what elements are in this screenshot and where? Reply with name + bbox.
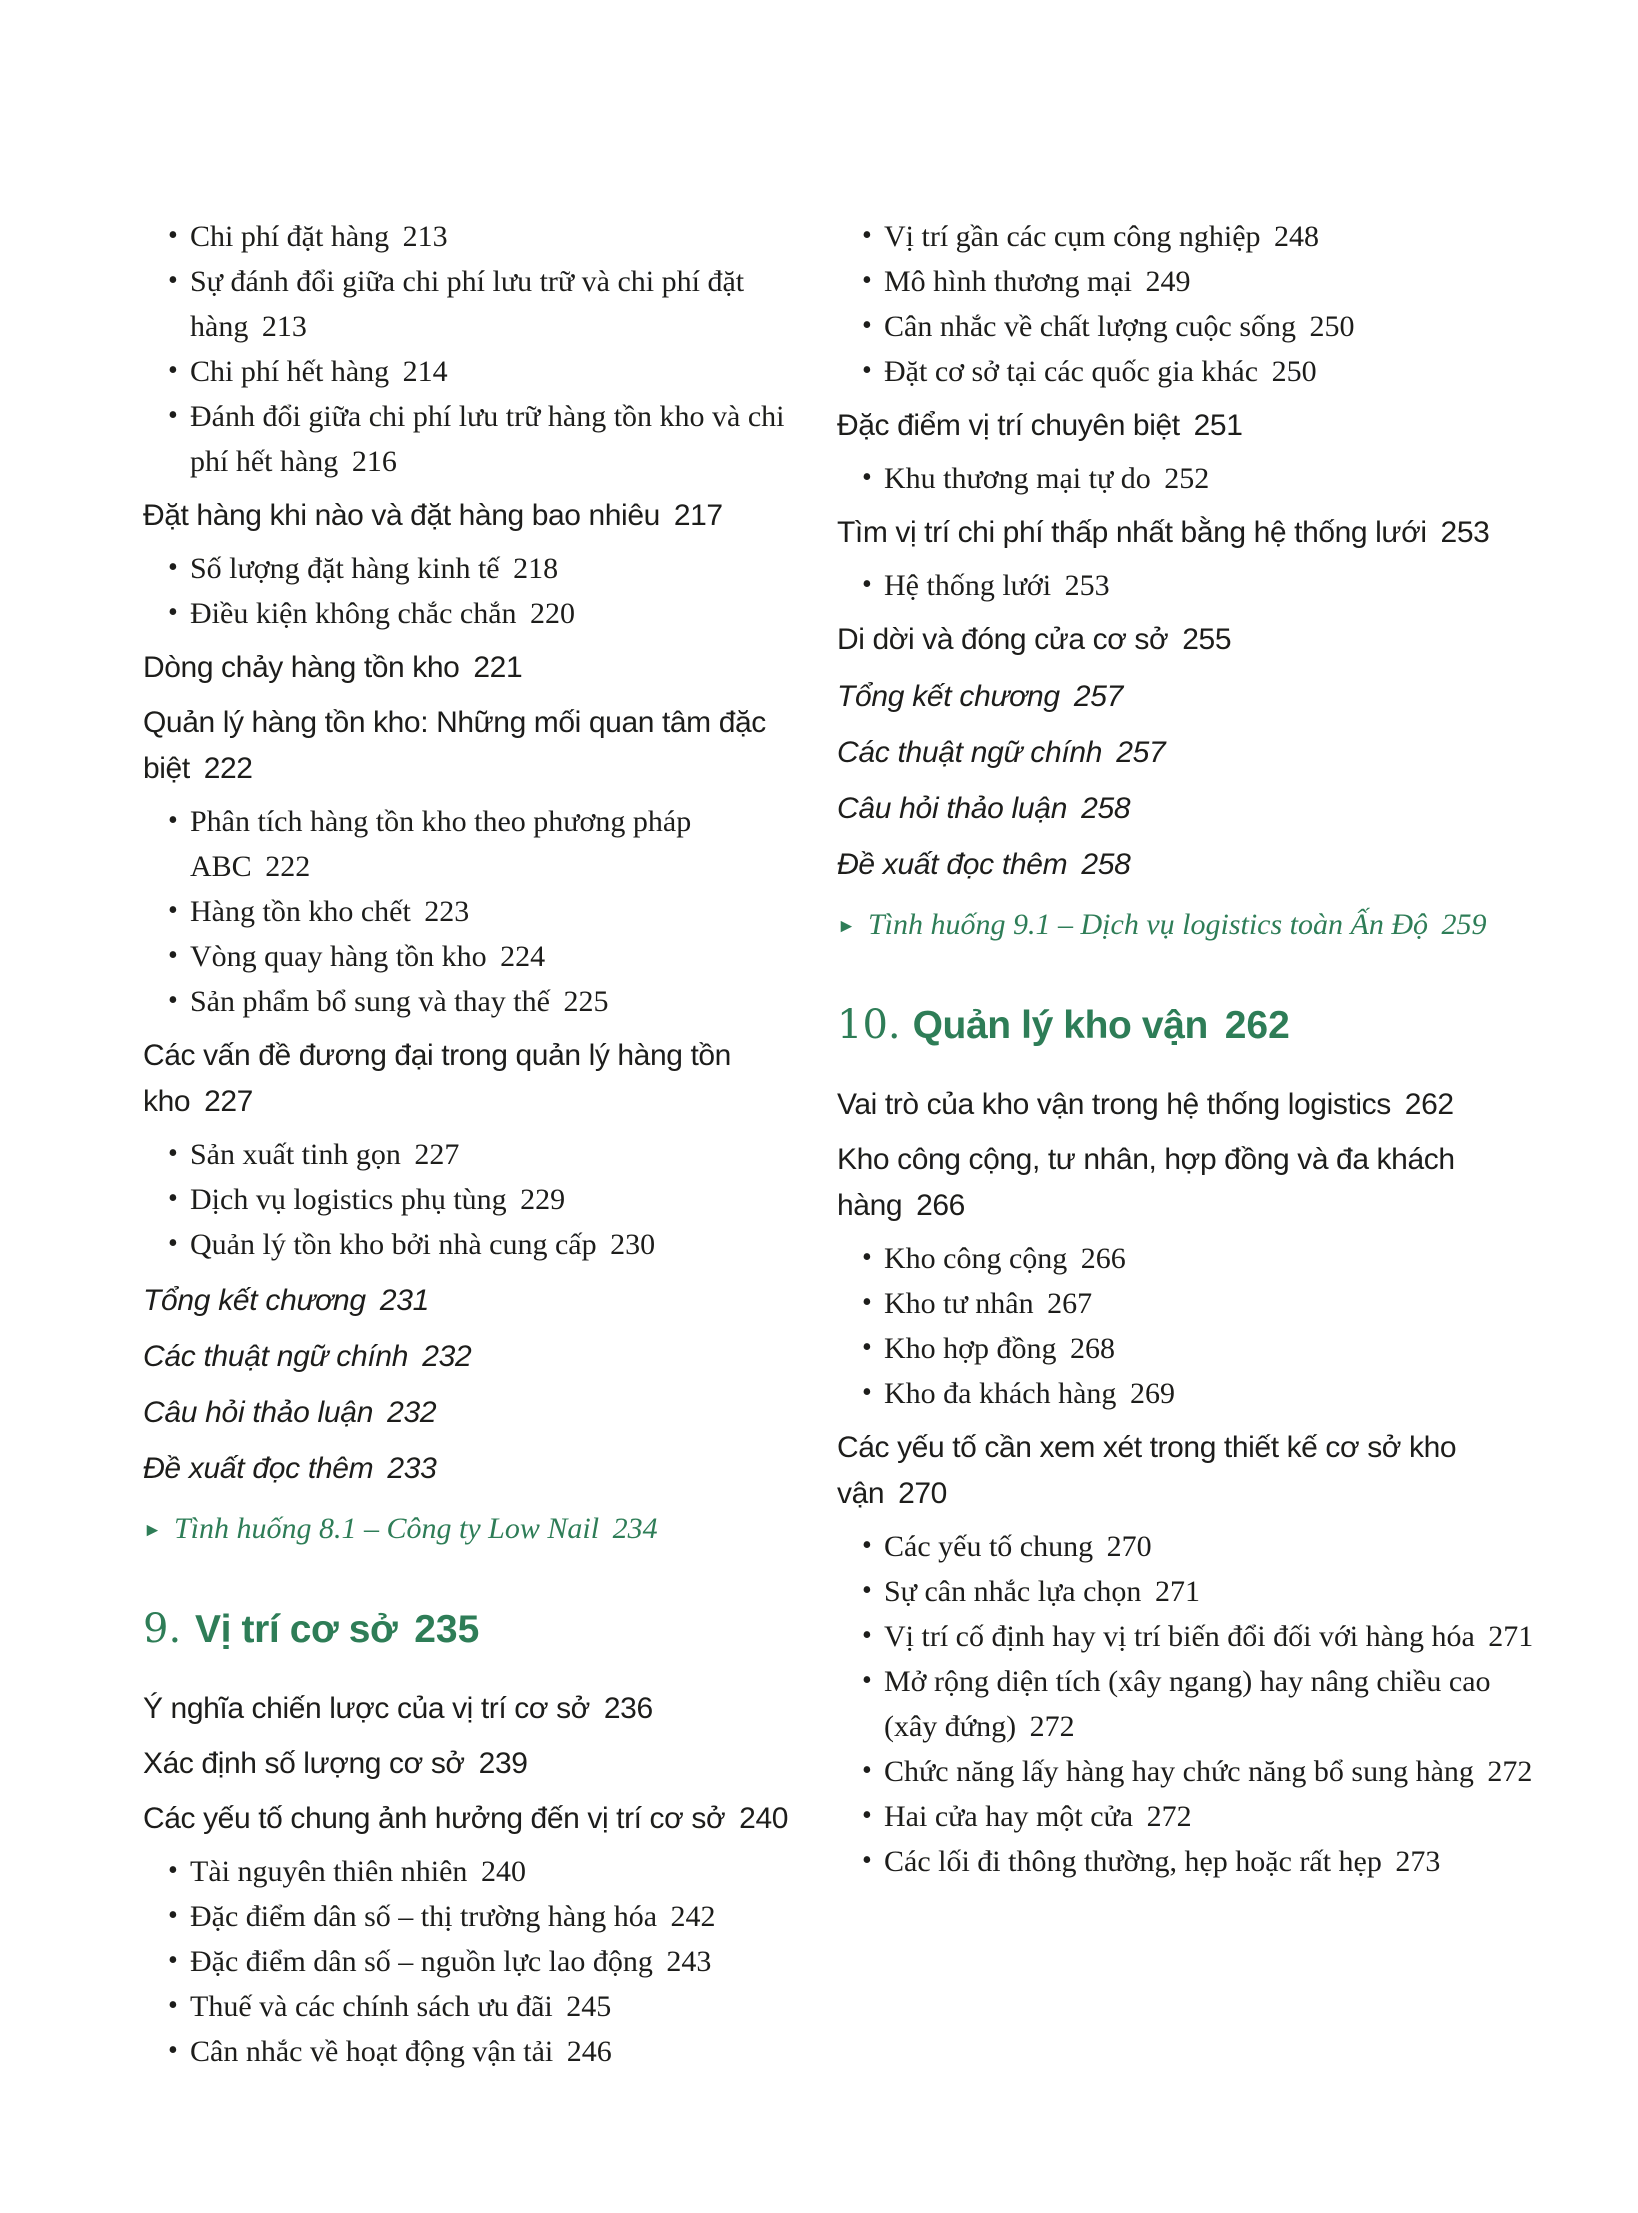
bullet-icon: • [862, 1242, 872, 1273]
toc-entry-page-number: 272 [1022, 1710, 1075, 1743]
toc-entry-page-number: 230 [602, 1228, 656, 1261]
chapter-page-number: 235 [403, 1608, 480, 1651]
toc-entry [143, 1033, 815, 1125]
toc-entry-page-number: 272 [1139, 1800, 1192, 1833]
toc-entry [837, 349, 1537, 394]
toc-entry [143, 349, 815, 394]
toc-entry [837, 1281, 1537, 1326]
toc-entry-text: Di dời và đóng cửa cơ sở [837, 623, 1169, 656]
toc-entry [143, 1278, 815, 1323]
case-study-arrow-icon: ► [837, 916, 856, 937]
bullet-icon: • [168, 1990, 178, 2021]
toc-entry-text: Số lượng đặt hàng kinh tế [190, 552, 500, 585]
bullet-icon: • [168, 985, 178, 1016]
toc-entry [143, 214, 815, 259]
toc-entry [143, 394, 815, 484]
toc-entry-text: Dịch vụ logistics phụ tùng [190, 1183, 507, 1216]
toc-entry [143, 1849, 815, 1894]
toc-entry-text: Các yếu tố chung ảnh hưởng đến vị trí cơ sở [143, 1802, 726, 1835]
toc-entry-page-number: 233 [379, 1452, 437, 1485]
toc-entry-page-number: 272 [1479, 1755, 1533, 1788]
toc-entry-page-number: 224 [492, 940, 546, 973]
toc-entry [837, 786, 1537, 831]
toc-entry [143, 1390, 815, 1435]
bullet-icon: • [862, 310, 872, 341]
toc-entry-text: Hệ thống lưới [884, 569, 1052, 602]
toc-entry [837, 1326, 1537, 1371]
toc-entry-text: Câu hỏi thảo luận [143, 1396, 374, 1429]
toc-entry-page-number: 221 [465, 651, 523, 684]
toc-entry-page-number: 259 [1433, 908, 1487, 941]
toc-entry [143, 1222, 815, 1267]
toc-entry [837, 617, 1537, 663]
chapter-heading [143, 1605, 815, 1654]
toc-entry [837, 563, 1537, 608]
toc-entry-page-number: 234 [605, 1512, 658, 1545]
toc-entry-page-number: 253 [1057, 569, 1110, 602]
bullet-icon: • [168, 2035, 178, 2066]
bullet-icon: • [168, 940, 178, 971]
toc-entry-page-number: 223 [416, 895, 470, 928]
toc-entry-page-number: 268 [1062, 1332, 1116, 1365]
toc-entry-page-number: 213 [395, 220, 448, 253]
bullet-icon: • [862, 1287, 872, 1318]
toc-entry [837, 456, 1537, 501]
toc-entry [837, 1082, 1537, 1128]
toc-entry-page-number: 252 [1156, 462, 1210, 495]
toc-entry-page-number: 239 [470, 1747, 528, 1780]
bullet-icon: • [862, 1620, 872, 1651]
toc-entry [837, 214, 1537, 259]
toc-entry [837, 1524, 1537, 1569]
toc-entry-page-number: 253 [1432, 516, 1490, 549]
toc-entry-page-number: 229 [512, 1183, 566, 1216]
toc-entry-page-number: 249 [1137, 265, 1191, 298]
toc-entry-text: Sự đánh đổi giữa chi phí lưu trữ và chi phí đặt hàng [190, 265, 745, 343]
toc-entry-text: Khu thương mại tự do [884, 462, 1151, 495]
toc-entry-text: Các thuật ngữ chính [837, 736, 1103, 769]
bullet-icon: • [168, 597, 178, 628]
toc-entry [143, 1507, 815, 1551]
toc-entry-text: Xác định số lượng cơ sở [143, 1747, 465, 1780]
toc-entry-text: Vai trò của kho vận trong hệ thống logistics [837, 1088, 1391, 1121]
toc-column-right [837, 214, 1537, 1884]
toc-entry-page-number: 267 [1039, 1287, 1093, 1320]
toc-entry [143, 259, 815, 349]
toc-entry-text: Cân nhắc về hoạt động vận tải [190, 2035, 554, 2068]
toc-entry-text: Cân nhắc về chất lượng cuộc sống [884, 310, 1297, 343]
bullet-icon: • [862, 569, 872, 600]
toc-entry-text: Các vấn đề đương đại trong quản lý hàng tồn kho [143, 1039, 731, 1118]
toc-entry-text: Chi phí đặt hàng [190, 220, 390, 253]
toc-entry-text: Đánh đổi giữa chi phí lưu trữ hàng tồn kho và chi phí hết hàng [190, 400, 785, 478]
bullet-icon: • [862, 1800, 872, 1831]
toc-entry-text: Tổng kết chương [837, 680, 1060, 713]
toc-entry-text: Đề xuất đọc thêm [837, 848, 1068, 881]
toc-entry [143, 799, 815, 889]
toc-entry [837, 259, 1537, 304]
toc-entry [143, 1741, 815, 1787]
toc-entry [837, 1371, 1537, 1416]
toc-entry-text: Đặc điểm dân số – thị trường hàng hóa [190, 1900, 658, 1933]
toc-entry-page-number: 246 [559, 2035, 612, 2068]
toc-entry-text: Các yếu tố cần xem xét trong thiết kế cơ sở kho vận [837, 1431, 1457, 1510]
toc-entry-text: Phân tích hàng tồn kho theo phương pháp ABC [190, 805, 692, 883]
toc-entry [837, 403, 1537, 449]
toc-entry-page-number: 232 [379, 1396, 437, 1429]
toc-entry-page-number: 227 [196, 1085, 253, 1118]
toc-column-left [143, 214, 815, 2074]
toc-entry-page-number: 266 [1073, 1242, 1126, 1275]
toc-entry [143, 979, 815, 1024]
toc-entry-text: Kho công cộng [884, 1242, 1068, 1275]
toc-entry-text: Sản phẩm bổ sung và thay thế [190, 985, 550, 1018]
toc-entry [143, 934, 815, 979]
toc-entry-text: Tình huống 9.1 – Dịch vụ logistics toàn Ấn Độ [868, 908, 1428, 941]
bullet-icon: • [862, 265, 872, 296]
toc-entry-page-number: 240 [473, 1855, 526, 1888]
toc-entry-text: Vị trí cố định hay vị trí biến đổi đối với hàng hóa [884, 1620, 1475, 1653]
toc-entry-text: Chi phí hết hàng [190, 355, 390, 388]
bullet-icon: • [168, 552, 178, 583]
toc-entry-page-number: 227 [406, 1138, 460, 1171]
bullet-icon: • [168, 1183, 178, 1214]
toc-entry-page-number: 270 [1099, 1530, 1152, 1563]
toc-entry-text: Hàng tồn kho chết [190, 895, 411, 928]
toc-entry-page-number: 242 [663, 1900, 716, 1933]
chapter-title: Vị trí cơ sở [195, 1608, 398, 1651]
toc-entry-page-number: 271 [1480, 1620, 1534, 1653]
toc-entry [837, 1659, 1537, 1749]
toc-entry-page-number: 236 [595, 1692, 653, 1725]
toc-entry-text: Kho tư nhân [884, 1287, 1034, 1320]
bullet-icon: • [168, 265, 178, 296]
toc-entry [837, 1614, 1537, 1659]
chapter-title: Quản lý kho vận [912, 1004, 1208, 1047]
toc-entry-text: Tài nguyên thiên nhiên [190, 1855, 468, 1888]
bullet-icon: • [168, 1855, 178, 1886]
bullet-icon: • [168, 220, 178, 251]
toc-entry-page-number: 251 [1185, 409, 1243, 442]
toc-entry [143, 700, 815, 792]
toc-entry [837, 1749, 1537, 1794]
toc-entry [143, 1984, 815, 2029]
toc-entry [837, 1425, 1537, 1517]
toc-entry-page-number: 218 [505, 552, 559, 585]
toc-entry [143, 1939, 815, 1984]
toc-entry-page-number: 255 [1174, 623, 1232, 656]
toc-entry-page-number: 217 [665, 499, 723, 532]
toc-entry-text: Sự cân nhắc lựa chọn [884, 1575, 1142, 1608]
toc-entry [143, 1334, 815, 1379]
toc-entry-page-number: 222 [195, 752, 253, 785]
toc-entry-page-number: 213 [254, 310, 307, 343]
bullet-icon: • [168, 355, 178, 386]
bullet-icon: • [862, 220, 872, 251]
toc-entry-text: Đặt hàng khi nào và đặt hàng bao nhiêu [143, 499, 660, 532]
toc-entry-text: Tìm vị trí chi phí thấp nhất bằng hệ thống lưới [837, 516, 1427, 549]
toc-entry-page-number: 245 [558, 1990, 612, 2023]
bullet-icon: • [862, 1845, 872, 1876]
toc-entry-page-number: 216 [344, 445, 397, 478]
toc-entry-text: Thuế và các chính sách ưu đãi [190, 1990, 553, 2023]
toc-entry [143, 591, 815, 636]
toc-entry-text: Mở rộng diện tích (xây ngang) hay nâng chiều cao (xây đứng) [884, 1665, 1491, 1743]
bullet-icon: • [862, 1665, 872, 1696]
toc-entry-text: Tổng kết chương [143, 1284, 366, 1317]
toc-entry [143, 1686, 815, 1732]
toc-entry-page-number: 243 [658, 1945, 712, 1978]
toc-entry [837, 730, 1537, 775]
toc-entry [143, 889, 815, 934]
toc-entry-page-number: 257 [1108, 736, 1166, 769]
bullet-icon: • [862, 1530, 872, 1561]
toc-entry-page-number: 257 [1065, 680, 1123, 713]
chapter-heading [837, 1001, 1537, 1050]
toc-entry [837, 842, 1537, 887]
toc-entry-page-number: 222 [257, 850, 311, 883]
chapter-number: 10. [837, 1002, 901, 1048]
toc-entry-page-number: 273 [1387, 1845, 1441, 1878]
toc-entry [143, 645, 815, 691]
bullet-icon: • [168, 1945, 178, 1976]
toc-entry-text: Quản lý hàng tồn kho: Những mối quan tâm đặc biệt [143, 706, 766, 785]
toc-entry [143, 1132, 815, 1177]
bullet-icon: • [168, 895, 178, 926]
bullet-icon: • [862, 355, 872, 386]
toc-entry [837, 903, 1537, 947]
toc-entry-text: Mô hình thương mại [884, 265, 1132, 298]
bullet-icon: • [168, 400, 178, 431]
case-study-arrow-icon: ► [143, 1520, 162, 1541]
toc-entry [143, 493, 815, 539]
toc-entry-page-number: 262 [1396, 1088, 1454, 1121]
toc-entry-text: Các yếu tố chung [884, 1530, 1094, 1563]
bullet-icon: • [168, 1900, 178, 1931]
toc-entry [143, 546, 815, 591]
toc-entry-page-number: 250 [1264, 355, 1317, 388]
toc-entry-text: Tình huống 8.1 – Công ty Low Nail [174, 1512, 600, 1545]
toc-entry-text: Các lối đi thông thường, hẹp hoặc rất hẹp [884, 1845, 1382, 1878]
bullet-icon: • [862, 1377, 872, 1408]
toc-entry-text: Câu hỏi thảo luận [837, 792, 1068, 825]
chapter-number: 9. [143, 1606, 182, 1652]
toc-entry-page-number: 266 [908, 1189, 965, 1222]
toc-entry [837, 1794, 1537, 1839]
toc-entry [143, 1796, 815, 1842]
toc-entry [837, 1236, 1537, 1281]
toc-entry-text: Vị trí gần các cụm công nghiệp [884, 220, 1261, 253]
toc-entry [837, 1569, 1537, 1614]
toc-entry-page-number: 271 [1147, 1575, 1200, 1608]
toc-entry-text: Đề xuất đọc thêm [143, 1452, 374, 1485]
toc-entry-text: Điều kiện không chắc chắn [190, 597, 517, 630]
toc-entry-text: Kho hợp đồng [884, 1332, 1057, 1365]
toc-entry [837, 304, 1537, 349]
bullet-icon: • [168, 1138, 178, 1169]
toc-entry-page-number: 270 [890, 1477, 947, 1510]
toc-entry [143, 1894, 815, 1939]
toc-entry-page-number: 232 [414, 1340, 472, 1373]
bullet-icon: • [168, 1228, 178, 1259]
toc-entry [143, 1446, 815, 1491]
toc-entry [837, 510, 1537, 556]
toc-entry-page-number: 231 [371, 1284, 429, 1317]
toc-entry-text: Vòng quay hàng tồn kho [190, 940, 487, 973]
toc-entry [837, 674, 1537, 719]
toc-entry-text: Đặc điểm dân số – nguồn lực lao động [190, 1945, 653, 1978]
toc-entry-text: Hai cửa hay một cửa [884, 1800, 1134, 1833]
toc-entry-text: Sản xuất tinh gọn [190, 1138, 401, 1171]
toc-entry-text: Chức năng lấy hàng hay chức năng bổ sung hàng [884, 1755, 1474, 1788]
toc-entry-page-number: 225 [555, 985, 609, 1018]
toc-entry-text: Dòng chảy hàng tồn kho [143, 651, 460, 684]
toc-entry-text: Kho đa khách hàng [884, 1377, 1117, 1410]
bullet-icon: • [168, 805, 178, 836]
toc-entry-page-number: 248 [1266, 220, 1320, 253]
toc-entry [837, 1137, 1537, 1229]
bullet-icon: • [862, 1332, 872, 1363]
toc-entry-page-number: 220 [522, 597, 576, 630]
bullet-icon: • [862, 1575, 872, 1606]
chapter-page-number: 262 [1213, 1004, 1290, 1047]
toc-entry [837, 1839, 1537, 1884]
toc-entry-page-number: 240 [731, 1802, 789, 1835]
toc-entry-page-number: 269 [1122, 1377, 1175, 1410]
toc-entry-page-number: 258 [1073, 792, 1131, 825]
toc-entry-text: Kho công cộng, tư nhân, hợp đồng và đa khách hàng [837, 1143, 1455, 1222]
toc-entry-text: Các thuật ngữ chính [143, 1340, 409, 1373]
bullet-icon: • [862, 1755, 872, 1786]
bullet-icon: • [862, 462, 872, 493]
toc-entry [143, 2029, 815, 2074]
toc-entry-text: Đặt cơ sở tại các quốc gia khác [884, 355, 1259, 388]
toc-entry [143, 1177, 815, 1222]
toc-entry-page-number: 258 [1073, 848, 1131, 881]
toc-entry-page-number: 214 [395, 355, 448, 388]
toc-entry-text: Đặc điểm vị trí chuyên biệt [837, 409, 1180, 442]
toc-entry-page-number: 250 [1302, 310, 1355, 343]
toc-entry-text: Quản lý tồn kho bởi nhà cung cấp [190, 1228, 597, 1261]
toc-entry-text: Ý nghĩa chiến lược của vị trí cơ sở [143, 1692, 590, 1725]
